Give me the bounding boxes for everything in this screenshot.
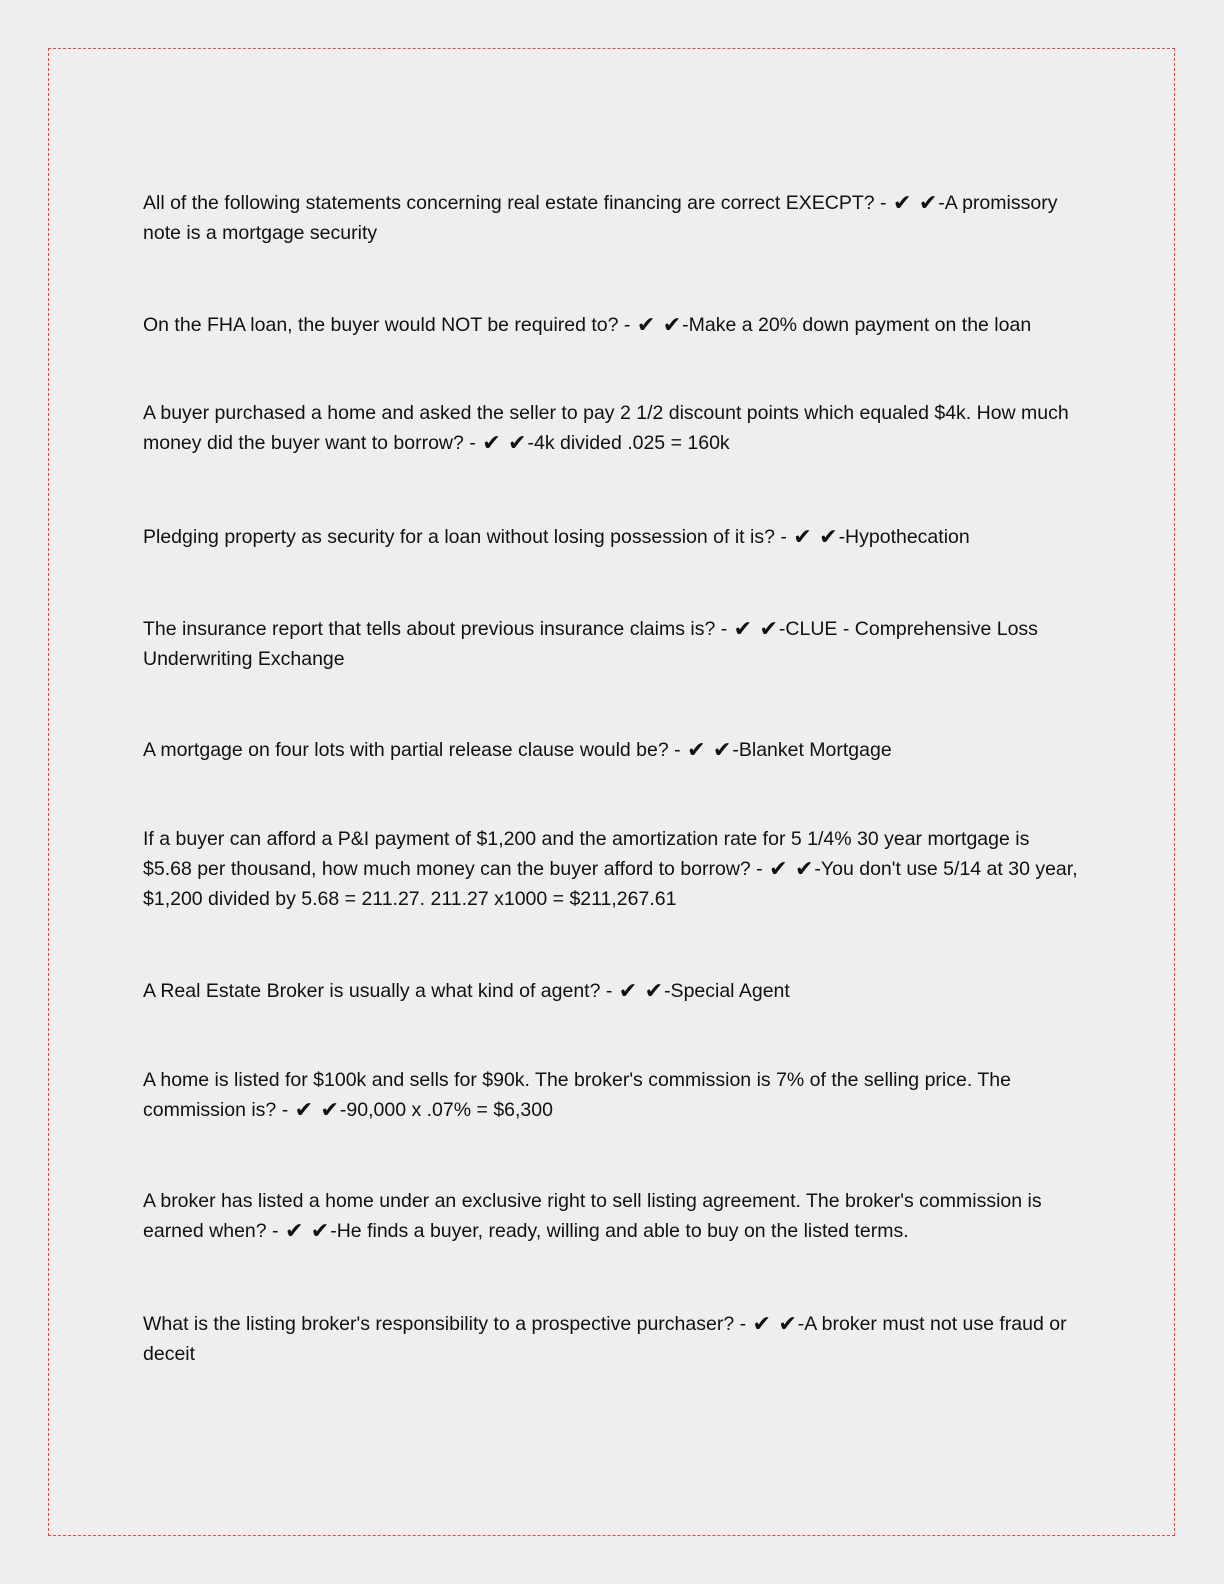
- qa-item: [143, 310, 1031, 340]
- answer-text: -A promissory note is a mortgage security: [143, 192, 1058, 244]
- check-icon: ✔: [778, 1312, 797, 1337]
- answer-text: -He finds a buyer, ready, willing and able to buy on the listed terms.: [330, 1220, 909, 1242]
- qa-item: [143, 398, 1083, 458]
- question-text: A buyer purchased a home and asked the seller to pay 2 1/2 discount points which equaled $4k. How much money did the buyer want to borrow? -: [143, 402, 1069, 454]
- check-icon: ✔: [793, 525, 812, 550]
- check-icon: ✔: [644, 979, 664, 1004]
- check-icon: ✔: [310, 1219, 330, 1244]
- question-text: What is the listing broker's responsibility to a prospective purchaser? -: [143, 1313, 752, 1335]
- check-icon: ✔: [892, 191, 912, 216]
- qa-item: [143, 522, 970, 552]
- check-icon: ✔: [320, 1098, 339, 1123]
- check-icon: ✔: [662, 313, 682, 338]
- answer-text: -Make a 20% down payment on the loan: [682, 314, 1032, 336]
- qa-item: [143, 824, 1083, 914]
- answer-text: -Hypothecation: [838, 526, 970, 548]
- answer-text: -A broker must not use fraud or deceit: [143, 1313, 1067, 1365]
- check-icon: ✔: [769, 857, 788, 882]
- check-icon: ✔: [294, 1098, 314, 1123]
- question-text: A broker has listed a home under an exclusive right to sell listing agreement. The broker's commission is earned when? -: [143, 1190, 1042, 1242]
- answer-text: -CLUE - Comprehensive Loss Underwriting Exchange: [143, 618, 1038, 670]
- question-text: A Real Estate Broker is usually a what kind of agent? -: [143, 980, 618, 1002]
- check-icon: ✔: [733, 617, 753, 642]
- check-icon: ✔: [636, 313, 656, 338]
- qa-item: [143, 614, 1083, 674]
- check-icon: ✔: [508, 431, 527, 456]
- check-icon: ✔: [759, 617, 778, 642]
- qa-item: [143, 188, 1083, 248]
- qa-item: [143, 735, 892, 765]
- question-text: A home is listed for $100k and sells for $90k. The broker's commission is 7% of the selling price. The commission is? -: [143, 1069, 1011, 1121]
- check-icon: ✔: [752, 1312, 771, 1337]
- check-icon: ✔: [712, 738, 732, 763]
- qa-item: [143, 976, 790, 1006]
- answer-text: -Special Agent: [664, 980, 790, 1002]
- answer-text: -4k divided .025 = 160k: [527, 432, 730, 454]
- check-icon: ✔: [794, 857, 814, 882]
- check-icon: ✔: [819, 525, 838, 550]
- check-icon: ✔: [687, 738, 706, 763]
- check-icon: ✔: [618, 979, 638, 1004]
- answer-text: -Blanket Mortgage: [732, 739, 892, 761]
- question-text: The insurance report that tells about previous insurance claims is? -: [143, 618, 733, 640]
- qa-item: [143, 1309, 1083, 1369]
- qa-item: [143, 1065, 1083, 1125]
- question-text: Pledging property as security for a loan without losing possession of it is? -: [143, 526, 793, 548]
- check-icon: ✔: [284, 1219, 304, 1244]
- question-text: All of the following statements concerning real estate financing are correct EXECPT? -: [143, 192, 892, 214]
- question-text: If a buyer can afford a P&I payment of $1,200 and the amortization rate for 5 1/4% 30 year mortgage is $5.68 per thousand, how much money can the buyer afford to borrow? -: [143, 828, 1030, 880]
- qa-item: [143, 1186, 1083, 1246]
- answer-text: -You don't use 5/14 at 30 year, $1,200 divided by 5.68 = 211.27. 211.27 x1000 = $211,267.61: [143, 858, 1078, 910]
- check-icon: ✔: [918, 191, 938, 216]
- question-text: A mortgage on four lots with partial release clause would be? -: [143, 739, 687, 761]
- answer-text: -90,000 x .07% = $6,300: [339, 1099, 553, 1121]
- check-icon: ✔: [482, 431, 501, 456]
- question-text: On the FHA loan, the buyer would NOT be required to? -: [143, 314, 636, 336]
